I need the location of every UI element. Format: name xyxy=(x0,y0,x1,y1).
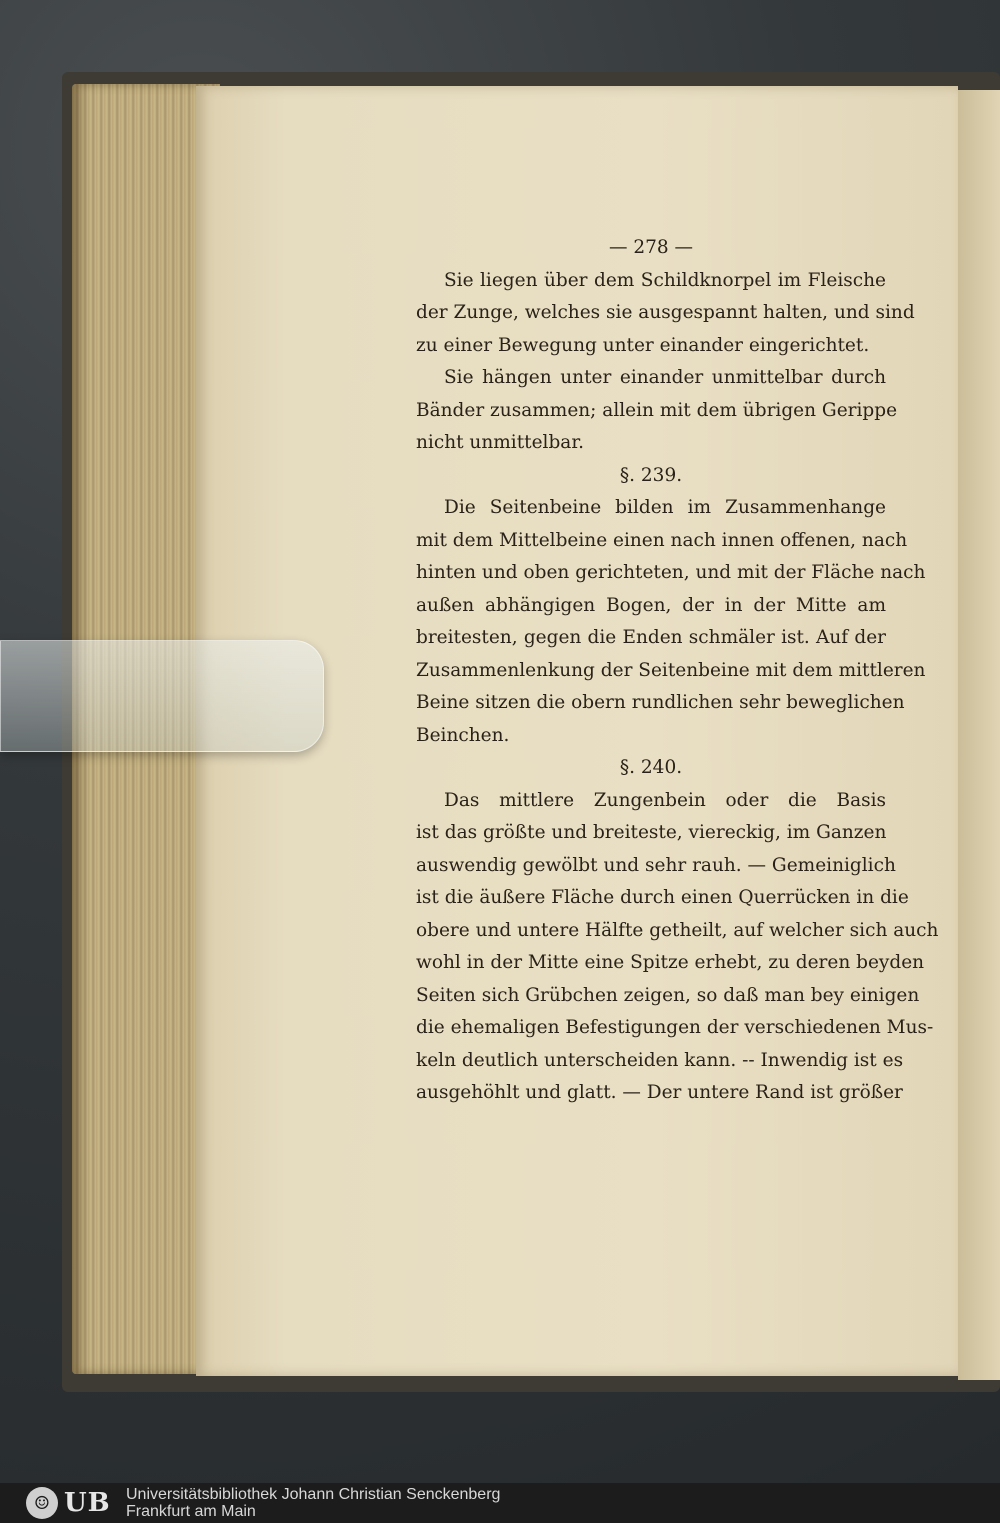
page-number: — 278 — xyxy=(608,237,694,258)
text-line: keln deutlich unterscheiden kann. -- Inwendig ist es xyxy=(416,1049,904,1071)
text-line: Zusammenlenkung der Seitenbeine mit dem mittleren xyxy=(416,659,926,681)
text-line: hinten und oben gerichteten, und mit der Fläche nach xyxy=(416,562,926,583)
text-line: ausgehöhlt und glatt. — Der untere Rand ist größer xyxy=(416,1082,903,1103)
section-heading: §. 239. xyxy=(619,464,683,486)
text-line: obere und untere Hälfte getheilt, auf welcher sich auch xyxy=(416,919,939,941)
text-line: ist die äußere Fläche durch einen Querrücken in die xyxy=(416,887,909,908)
ub-logo-text: UB xyxy=(64,1488,111,1518)
section-heading: §. 240. xyxy=(619,757,683,778)
text-line: Sie hängen unter einander unmittelbar durch xyxy=(444,367,886,388)
text-line: Beine sitzen die obern rundlichen sehr beweglichen xyxy=(416,692,905,713)
text-line: breitesten, gegen die Enden schmäler ist. Auf der xyxy=(416,627,886,648)
facing-page-edge xyxy=(958,90,1000,1380)
institution-line-2: Frankfurt am Main xyxy=(126,1503,256,1520)
text-line: die ehemaligen Befestigungen der verschiedenen Mus- xyxy=(416,1017,934,1038)
text-line: Die Seitenbeine bilden im Zusammenhange xyxy=(444,497,886,518)
text-line: wohl in der Mitte eine Spitze erhebt, zu deren beyden xyxy=(416,952,925,973)
text-line: Sie liegen über dem Schildknorpel im Fleische xyxy=(444,269,886,291)
text-line: der Zunge, welches sie ausgespannt halten, und sind xyxy=(416,302,915,323)
text-line: außen abhängigen Bogen, der in der Mitte am xyxy=(416,594,886,616)
institution-line-1: Universitätsbibliothek Johann Christian Senckenberg xyxy=(126,1486,501,1503)
text-line: mit dem Mittelbeine einen nach innen offenen, nach xyxy=(416,529,908,551)
text-line: Seiten sich Grübchen zeigen, so daß man bey einigen xyxy=(416,984,920,1006)
text-line: nicht unmittelbar. xyxy=(416,432,585,453)
glass-page-holder xyxy=(0,640,324,752)
text-line: ist das größte und breiteste, viereckig, im Ganzen xyxy=(416,822,887,843)
text-line: Bänder zusammen; allein mit dem übrigen Gerippe xyxy=(416,399,898,421)
page-text xyxy=(416,232,939,1110)
portrait-crest-icon: ☺ xyxy=(26,1487,58,1519)
text-line: auswendig gewölbt und sehr rauh. — Gemeiniglich xyxy=(416,854,896,876)
text-line: Beinchen. xyxy=(416,724,510,746)
text-line: zu einer Bewegung unter einander eingerichtet. xyxy=(416,334,870,356)
footer-bar xyxy=(0,1483,1000,1523)
institution-name xyxy=(126,1486,500,1520)
library-logo xyxy=(26,1487,118,1519)
text-line: Das mittlere Zungenbein oder die Basis xyxy=(444,789,886,811)
